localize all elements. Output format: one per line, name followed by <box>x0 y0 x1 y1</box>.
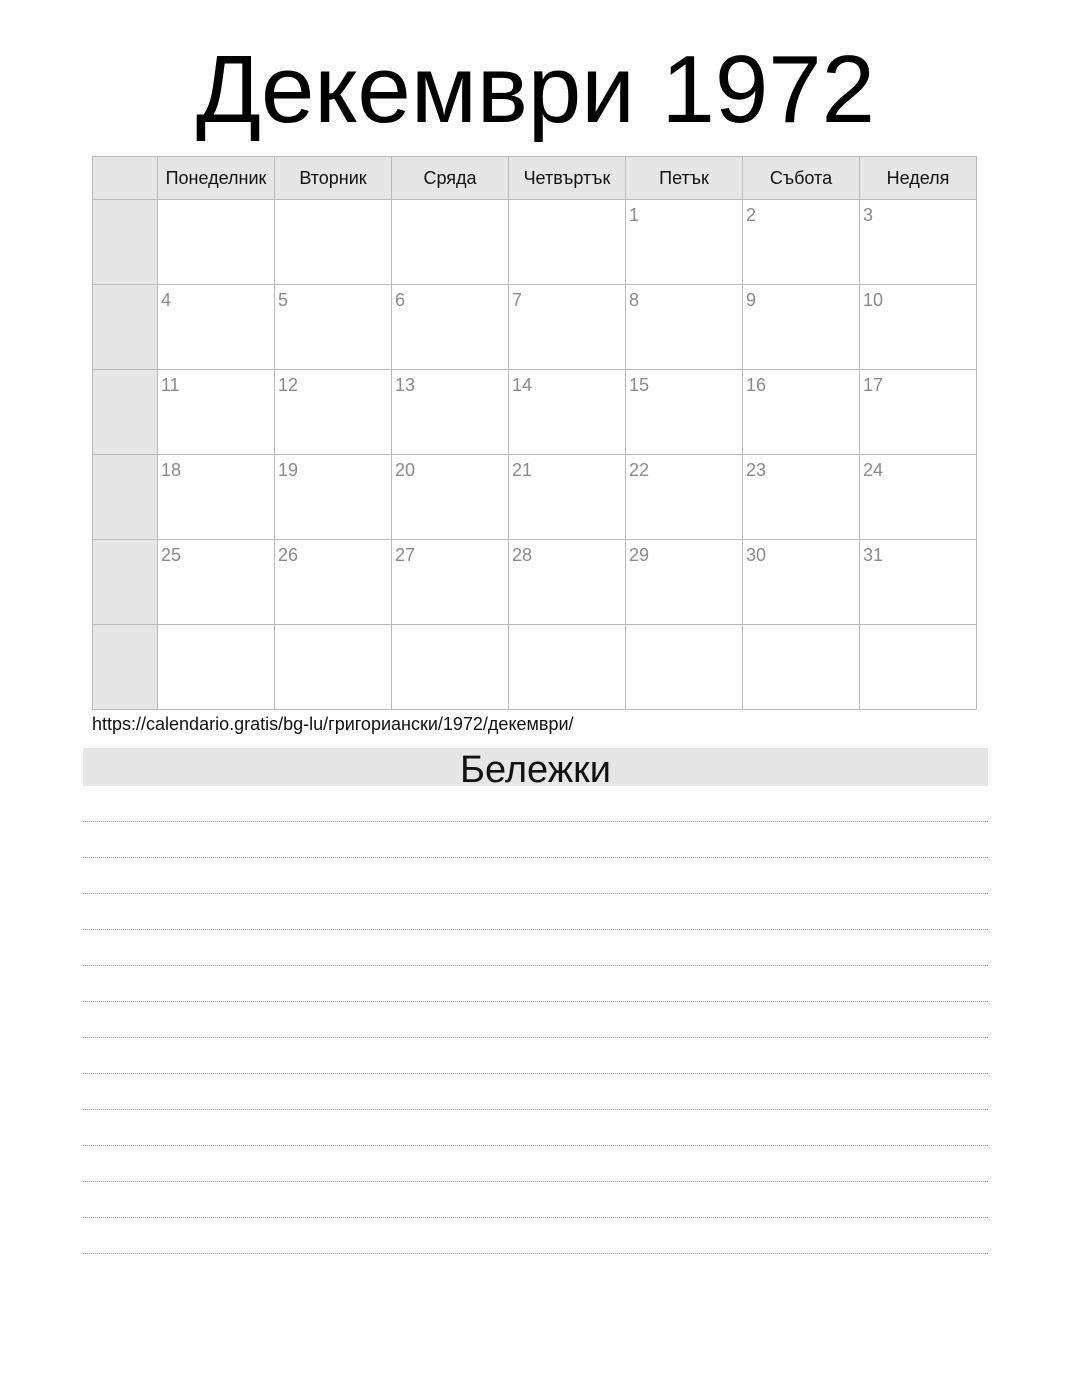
day-number: 1 <box>629 205 640 225</box>
day-cell <box>509 285 626 370</box>
weekday-header: Неделя <box>860 157 977 200</box>
day-cell <box>743 370 860 455</box>
week-number-header <box>93 157 158 200</box>
note-line[interactable] <box>83 1038 988 1074</box>
note-line[interactable] <box>83 786 988 822</box>
day-cell <box>860 285 977 370</box>
day-number: 30 <box>746 545 767 565</box>
day-number <box>626 625 742 631</box>
note-line[interactable] <box>83 858 988 894</box>
day-number <box>158 200 274 206</box>
day-number <box>392 625 508 631</box>
week-row <box>93 625 977 710</box>
day-cell <box>509 455 626 540</box>
day-cell <box>158 200 275 285</box>
day-number: 7 <box>512 290 523 310</box>
weekday-header: Четвъртък <box>509 157 626 200</box>
day-cell <box>626 200 743 285</box>
week-number-cell <box>93 370 158 455</box>
day-cell <box>275 200 392 285</box>
day-number <box>275 625 391 631</box>
day-number <box>509 200 625 206</box>
day-cell <box>626 455 743 540</box>
day-cell <box>392 455 509 540</box>
weekday-header: Вторник <box>275 157 392 200</box>
day-cell <box>509 370 626 455</box>
week-row <box>93 455 977 540</box>
week-number-cell <box>93 285 158 370</box>
day-cell <box>392 285 509 370</box>
day-cell <box>860 625 977 710</box>
day-number: 13 <box>395 375 416 395</box>
day-cell <box>392 625 509 710</box>
day-number: 26 <box>278 545 299 565</box>
note-line[interactable] <box>83 1146 988 1182</box>
day-cell <box>743 625 860 710</box>
day-cell <box>392 370 509 455</box>
day-cell <box>626 285 743 370</box>
day-number: 8 <box>629 290 640 310</box>
day-number: 24 <box>863 460 884 480</box>
day-number: 5 <box>278 290 289 310</box>
day-number: 6 <box>395 290 406 310</box>
day-cell <box>392 540 509 625</box>
day-cell <box>743 200 860 285</box>
week-number-cell <box>93 625 158 710</box>
day-cell <box>509 625 626 710</box>
day-number: 4 <box>161 290 172 310</box>
weekday-header: Понеделник <box>158 157 275 200</box>
day-number: 17 <box>863 375 884 395</box>
day-cell <box>743 540 860 625</box>
day-cell <box>392 200 509 285</box>
notes-title: Бележки <box>83 748 988 786</box>
day-number: 10 <box>863 290 884 310</box>
day-cell <box>275 540 392 625</box>
day-cell <box>158 285 275 370</box>
day-number: 28 <box>512 545 533 565</box>
day-cell <box>860 370 977 455</box>
note-line[interactable] <box>83 930 988 966</box>
day-cell <box>158 625 275 710</box>
day-number: 2 <box>746 205 757 225</box>
note-line[interactable] <box>83 1182 988 1218</box>
week-row <box>93 200 977 285</box>
weekday-header: Петък <box>626 157 743 200</box>
day-number: 31 <box>863 545 884 565</box>
day-cell <box>275 285 392 370</box>
weekday-header-row <box>93 157 977 200</box>
note-line[interactable] <box>83 1074 988 1110</box>
day-number: 19 <box>278 460 299 480</box>
day-number: 29 <box>629 545 650 565</box>
week-row <box>93 285 977 370</box>
day-number: 14 <box>512 375 533 395</box>
week-number-cell <box>93 540 158 625</box>
day-number: 22 <box>629 460 650 480</box>
notes-lines <box>83 786 988 1254</box>
weekday-header: Събота <box>743 157 860 200</box>
day-number <box>860 625 976 631</box>
note-line[interactable] <box>83 822 988 858</box>
day-cell <box>275 455 392 540</box>
day-cell <box>275 625 392 710</box>
note-line[interactable] <box>83 966 988 1002</box>
day-cell <box>626 540 743 625</box>
day-cell <box>743 455 860 540</box>
day-cell <box>860 200 977 285</box>
day-cell <box>509 200 626 285</box>
day-number <box>743 625 859 631</box>
day-cell <box>743 285 860 370</box>
day-cell <box>860 455 977 540</box>
day-cell <box>158 455 275 540</box>
week-row <box>93 540 977 625</box>
day-number: 18 <box>161 460 182 480</box>
day-number <box>392 200 508 206</box>
day-number: 12 <box>278 375 299 395</box>
day-cell <box>275 370 392 455</box>
note-line[interactable] <box>83 1110 988 1146</box>
day-cell <box>158 540 275 625</box>
note-line[interactable] <box>83 894 988 930</box>
note-line[interactable] <box>83 1218 988 1254</box>
weekday-header: Сряда <box>392 157 509 200</box>
week-row <box>93 370 977 455</box>
page-title: Декември 1972 <box>195 36 876 143</box>
day-number: 21 <box>512 460 533 480</box>
day-number: 25 <box>161 545 182 565</box>
day-number <box>158 625 274 631</box>
calendar-grid <box>92 156 977 710</box>
week-number-cell <box>93 200 158 285</box>
day-number <box>509 625 625 631</box>
day-number <box>275 200 391 206</box>
day-cell <box>626 625 743 710</box>
day-number: 16 <box>746 375 767 395</box>
day-number: 27 <box>395 545 416 565</box>
day-number: 11 <box>161 375 180 395</box>
day-number: 15 <box>629 375 650 395</box>
day-number: 20 <box>395 460 416 480</box>
day-number: 23 <box>746 460 767 480</box>
day-cell <box>860 540 977 625</box>
week-number-cell <box>93 455 158 540</box>
day-cell <box>509 540 626 625</box>
source-url[interactable]: https://calendario.gratis/bg-lu/григориански/1972/декември/ <box>92 714 574 734</box>
day-cell <box>626 370 743 455</box>
day-cell <box>158 370 275 455</box>
day-number: 9 <box>746 290 757 310</box>
day-number: 3 <box>863 205 874 225</box>
note-line[interactable] <box>83 1002 988 1038</box>
